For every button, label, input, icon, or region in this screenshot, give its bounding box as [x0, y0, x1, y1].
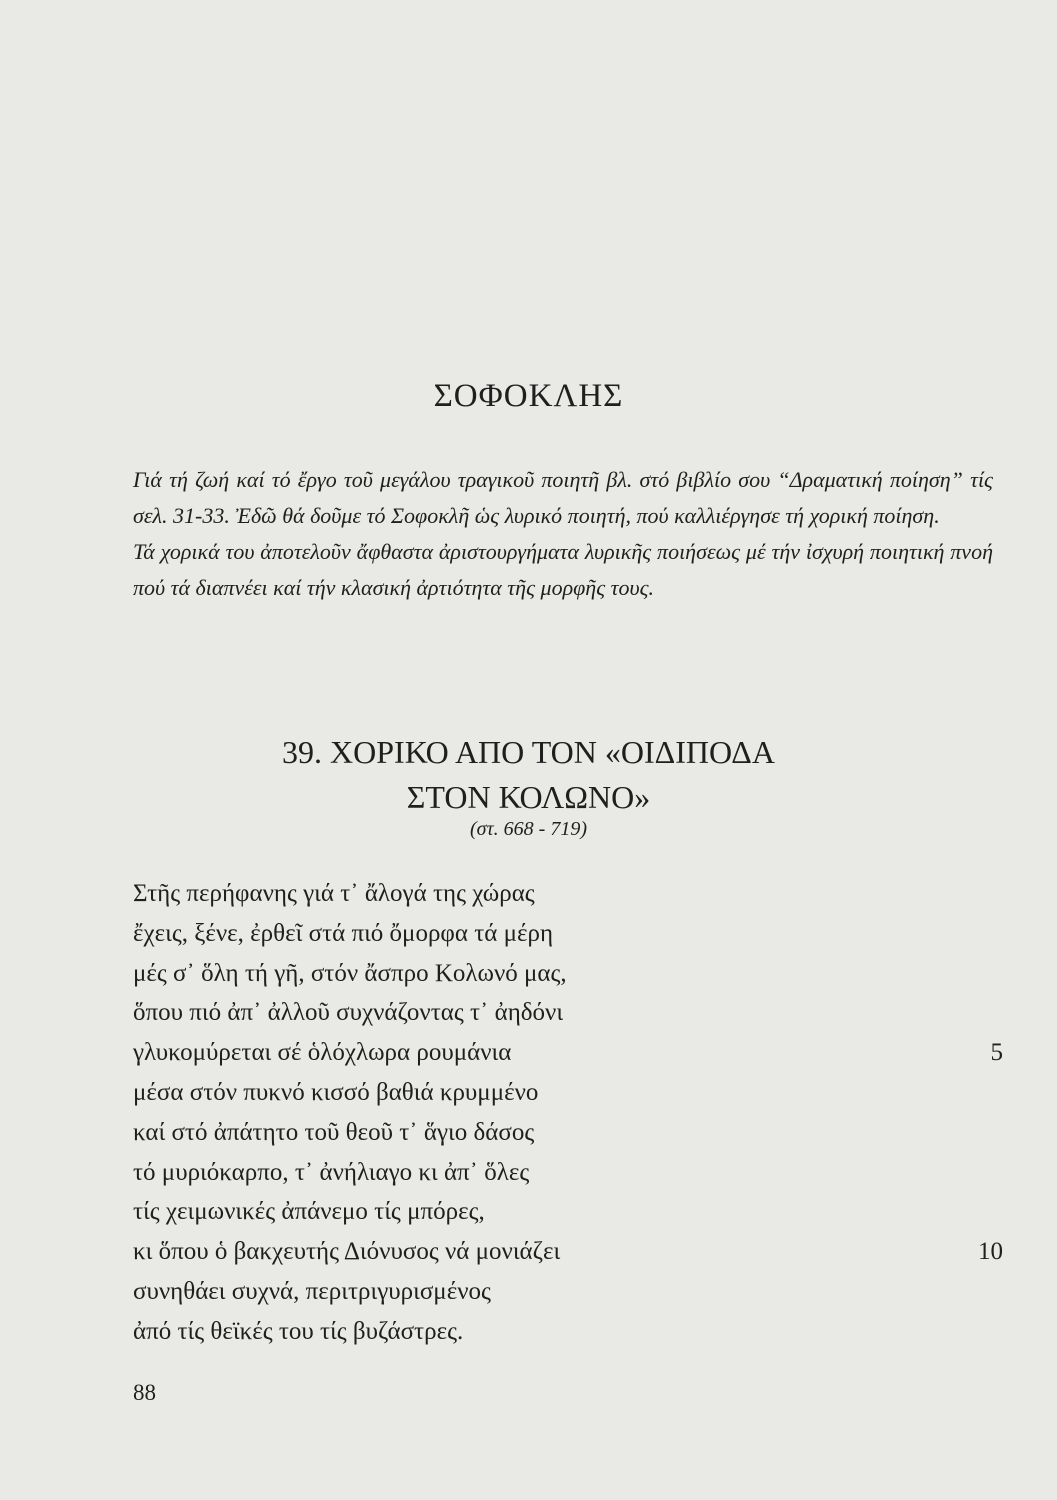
poem-line-text: ἀπό τίς θεϊκές του τίς βυζάστρες.	[133, 1317, 464, 1345]
poem-line	[133, 954, 1003, 994]
poem-line	[133, 914, 1003, 954]
poem-line-text: τίς χειμωνικές ἀπάνεμο τίς μπόρες,	[133, 1198, 485, 1226]
poem-line	[133, 1033, 1003, 1073]
poem-line	[133, 1272, 1003, 1312]
poem-line-text: γλυκομύρεται σέ ὁλόχλωρα ρουμάνια	[133, 1039, 512, 1067]
piece-title-line: 39. ΧΟΡΙΚΟ ΑΠΟ ΤΟΝ «ΟΙΔΙΠΟΔΑ	[282, 734, 775, 770]
poem-line	[133, 993, 1003, 1033]
poem-line-text: συνηθάει συχνά, περιτριγυρισμένος	[133, 1277, 491, 1305]
poem-line	[133, 1192, 1003, 1232]
poem-line	[133, 874, 1003, 914]
line-number: 5	[990, 1039, 1003, 1067]
poem-line-text: μές σ᾿ ὅλη τή γῆ, στόν ἄσπρο Κολωνό μας,	[133, 959, 567, 987]
piece-title	[0, 730, 1057, 820]
intro-paragraph: Τά χορικά του ἀποτελοῦν ἄφθαστα ἀριστουργήματα λυρικῆς ποιήσεως μέ τήν ἰσχυρή ποιητική πνοή πού τά διαπνέει καί τήν κλασική ἀρτιότητα τῆς μορφῆς τους.	[133, 539, 993, 600]
verse-reference: (στ. 668 - 719)	[469, 818, 587, 840]
poem-line	[133, 1073, 1003, 1113]
poem-line-text: τό μυριόκαρπο, τ᾿ ἀνήλιαγο κι ἀπ᾿ ὅλες	[133, 1158, 530, 1186]
poem	[133, 874, 1003, 1352]
poem-line	[133, 1153, 1003, 1193]
poem-line-text: Στῆς περήφανης γιά τ᾿ ἄλογά της χώρας	[133, 880, 535, 907]
poem-line	[133, 1113, 1003, 1153]
intro-paragraph: Γιά τή ζωή καί τό ἔργο τοῦ μεγάλου τραγικοῦ ποιητῆ βλ. στό βιβλίο σου “Δραματική ποίηση” τίς σελ. 31-33. Ἐδῶ θά δοῦμε τό Σοφοκλῆ ὡς λυρικό ποιητή, πού καλλιέργησε τή χορική ποίηση.	[133, 467, 993, 528]
poem-line-text: καί στό ἀπάτητο τοῦ θεοῦ τ᾿ ἅγιο δάσος	[133, 1118, 535, 1146]
poem-line-text: κι ὅπου ὁ βακχευτής Διόνυσος νά μονιάζει	[133, 1238, 561, 1266]
author-heading: ΣΟΦΟΚΛΗΣ	[433, 378, 624, 414]
intro-text	[133, 462, 993, 606]
page-number: 88	[133, 1380, 156, 1405]
poem-line-text: ἔχεις, ξένε, ἐρθεῖ στά πιό ὄμορφα τά μέρη	[133, 919, 554, 947]
poem-line-text: ὅπου πιό ἀπ᾿ ἀλλοῦ συχνάζοντας τ᾿ ἀηδόνι	[133, 999, 564, 1027]
poem-line	[133, 1312, 1003, 1352]
piece-title-line: ΣΤΟΝ ΚΟΛΩΝΟ»	[406, 779, 651, 815]
poem-line	[133, 1232, 1003, 1272]
poem-line-text: μέσα στόν πυκνό κισσό βαθιά κρυμμένο	[133, 1078, 539, 1106]
line-number: 10	[978, 1238, 1003, 1266]
